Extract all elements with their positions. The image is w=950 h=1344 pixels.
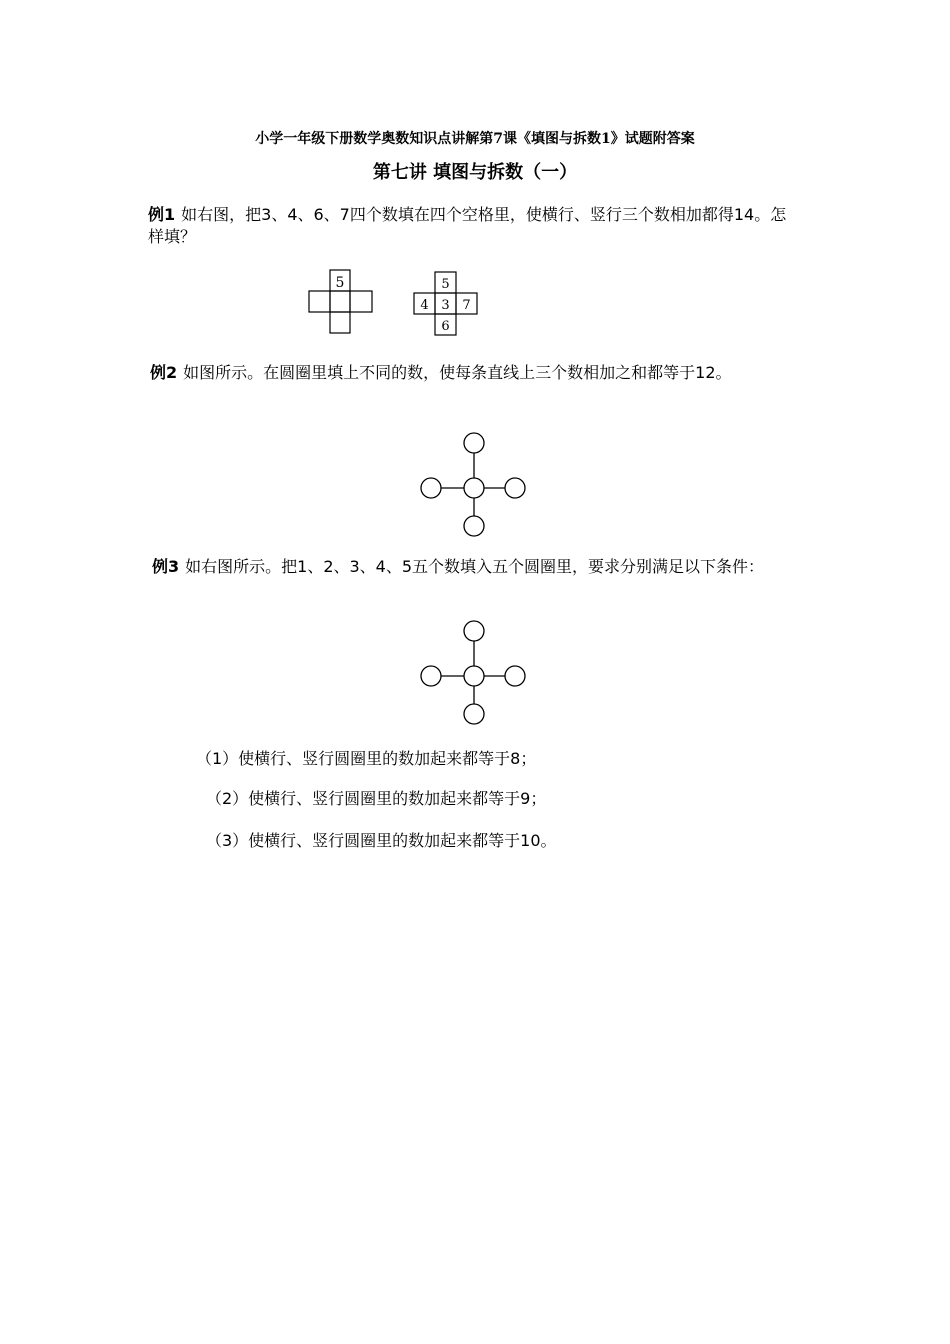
example2-paragraph	[150, 362, 800, 384]
example2-circle-cross	[410, 428, 540, 540]
circle-bottom	[464, 704, 484, 724]
example1-text: 如右图，把3、4、6、7四个数填在四个空格里，使横行、竖行三个数相加都得14。怎样填？	[148, 205, 787, 246]
circle-center	[464, 478, 484, 498]
example2-text: 如图所示。在圆圈里填上不同的数，使每条直线上三个数相加之和都等于12。	[183, 363, 732, 382]
grid-answer-bottom-cell: 6	[441, 319, 450, 334]
circle-top	[464, 433, 484, 453]
example3-circle-cross	[410, 617, 540, 729]
grid-answer-right-cell: 7	[462, 298, 471, 313]
example2-label: 例2	[150, 363, 178, 382]
lecture-title: 第七讲 填图与拆数（一）	[372, 162, 578, 183]
circle-left	[421, 666, 441, 686]
grid-answer-center-cell: 3	[441, 298, 450, 313]
example1-label: 例1	[148, 205, 176, 224]
circle-top	[464, 621, 484, 641]
example1-figures	[300, 264, 500, 344]
condition-1: （1）使横行、竖行圆圈里的数加起来都等于8；	[196, 749, 537, 768]
circle-right	[505, 478, 525, 498]
grid-answer-left-cell: 4	[420, 298, 429, 313]
example1-paragraph	[148, 204, 798, 248]
condition-3: （3）使横行、竖行圆圈里的数加起来都等于10。	[206, 831, 557, 850]
circle-left	[421, 478, 441, 498]
example3-label: 例3	[152, 557, 180, 576]
grid-question-top-cell: 5	[335, 275, 345, 291]
condition-2: （2）使横行、竖行圆圈里的数加起来都等于9；	[206, 789, 547, 808]
document-title: 小学一年级下册数学奥数知识点讲解第7课《填图与拆数1》试题附答案	[255, 131, 695, 147]
circle-right	[505, 666, 525, 686]
example3-paragraph	[152, 556, 802, 578]
circle-center	[464, 666, 484, 686]
example3-text: 如右图所示。把1、2、3、4、5五个数填入五个圆圈里，要求分别满足以下条件：	[185, 557, 765, 576]
grid-answer-top-cell: 5	[441, 277, 450, 292]
circle-bottom	[464, 516, 484, 536]
